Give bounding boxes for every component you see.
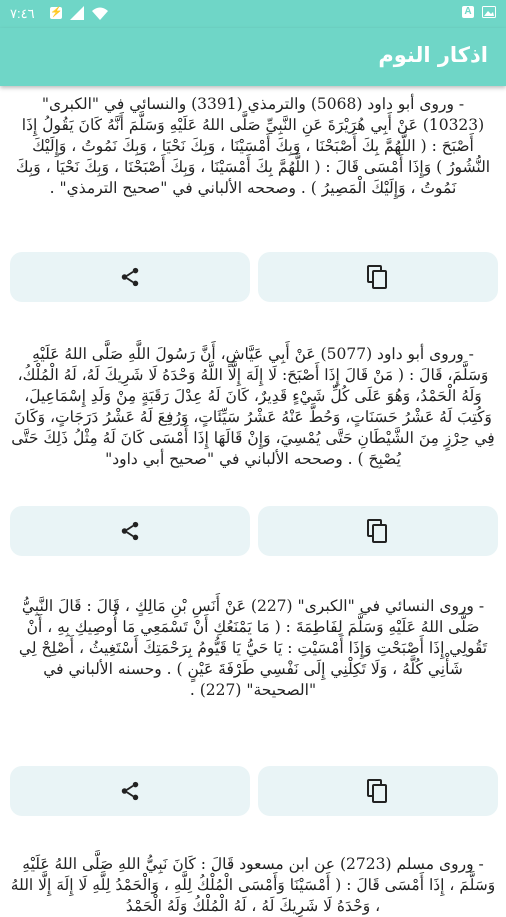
dhikr-text: - وروى أبو داود (5077) عَنْ أَبِي عَيَّاشٍ، أَنَّ رَسُولَ اللَّهِ صَلَّى اللهُ عَلَيْهِ وَسَلَّمَ، قَالَ : ( مَنْ قَالَ إِذَا أَصْبَحَ: لَا إِلَهَ إِلَّا اللَّهُ وَحْدَهُ لَا شَرِيكَ لَهُ، لَهُ الْمُلْكُ، وَلَهُ الْحَمْدُ، وَهُوَ عَلَى كُلِّ شَيْءٍ قَدِيرٌ، كَانَ لَهُ عِدْلَ رَقَبَةٍ مِنْ وَلَدِ إِسْمَاعِيلَ، وَكُتِبَ لَهُ عَشْرُ حَسَنَاتٍ، وَحُطَّ عَنْهُ عَشْرُ سَيِّئَاتٍ، وَرُفِعَ لَهُ عَشْرُ دَرَجَاتٍ، وَكَانَ فِي حِرْزٍ مِنَ الشَّيْطَانِ حَتَّى يُمْسِيَ، وَإِنْ قَالَهَا إِذَا أَمْسَى كَانَ لَهُ مِثْلُ ذَلِكَ حَتَّى يُصْبِحَ ) . وصححه الألباني في "صحيح أبي داود" (11, 345, 495, 468)
copy-icon (367, 519, 389, 543)
dhikr-card (0, 338, 506, 590)
dhikr-text: - وروى النسائي في "الكبرى" (227) عَنْ أَنَسِ بْنِ مَالِكٍ ، قَالَ : قَالَ النَّبِيُّ صَلَّى اللهُ عَلَيْهِ وَسَلَّمَ لِفَاطِمَةَ : ( مَا يَمْنَعُكِ أَنْ تَسْمَعِي مَا أُوصِيكِ بِهِ ، أَنْ تَقُولِي إِذَا أَصْبَحْتِ وَإِذَا أَمْسَيْتِ : يَا حَيُّ يَا قَيُّومُ بِرَحْمَتِكَ أَسْتَغِيثُ ، أَصْلِحْ لِي شَأْنِي كُلَّهُ ، وَلَا تَكِلْنِي إِلَى نَفْسِي طَرْفَةَ عَيْنٍ ) . وحسنه الألباني في "الصحيحة" (227) . (18, 597, 488, 699)
share-button[interactable] (10, 506, 250, 556)
dhikr-card (0, 590, 506, 842)
dhikr-card (0, 842, 506, 917)
share-button[interactable] (10, 766, 250, 816)
wifi-icon (92, 7, 108, 20)
copy-button[interactable] (258, 252, 498, 302)
copy-button[interactable] (258, 506, 498, 556)
share-icon (119, 780, 141, 802)
status-bar (0, 0, 506, 28)
copy-button[interactable] (258, 766, 498, 816)
signal-icon (70, 6, 84, 20)
copy-icon (367, 779, 389, 803)
share-button[interactable] (10, 252, 250, 302)
share-icon (119, 266, 141, 288)
status-time: ٧:٤٦ (10, 6, 35, 21)
dhikr-text: - وروى مسلم (2723) عن ابن مسعود قَالَ : كَانَ نَبِيُّ اللهِ صَلَّى اللهُ عَلَيْهِ وَسَلَّمَ ، إِذَا أَمْسَى قَالَ : ( أَمْسَيْنَا وَأَمْسَى الْمُلْكُ لِلَّهِ ، وَالْحَمْدُ لِلَّهِ لَا إِلَهَ إِلَّا اللهُ ، وَحْدَهُ لَا شَرِيكَ لَهُ ، لَهُ الْمُلْكُ وَلَهُ الْحَمْدُ (10, 855, 496, 915)
share-icon (119, 520, 141, 542)
app-bar (0, 28, 506, 86)
dhikr-text: - وروى أبو داود (5068) والترمذي (3391) والنسائي في "الكبرى" (10323) عَنْ أَبِي هُرَيْرَةَ عَنِ النَّبِيِّ صَلَّى اللهُ عَلَيْهِ وَسَلَّمَ أَنَّهُ كَانَ يَقُولُ إِذَا أَصْبَحَ : ( اللَّهُمَّ بِكَ أَصْبَحْنَا ، وَبِكَ أَمْسَيْنَا ، وَبِكَ نَحْيَا ، وَبِكَ نَمُوتُ ، وَإِلَيْكَ النُّشُورُ ) وَإِذَا أَمْسَى قَالَ : ( اللَّهُمَّ بِكَ أَمْسَيْنَا ، وَبِكَ أَصْبَحْنَا ، وَبِكَ نَحْيَا ، وَبِكَ نَمُوتُ ، وَإِلَيْكَ الْمَصِيرُ ) . وصححه الألباني في "صحيح الترمذي" . (15, 95, 491, 197)
image-notification-icon (482, 6, 496, 18)
copy-icon (367, 265, 389, 289)
dhikr-list[interactable] (0, 86, 506, 915)
page-title: اذكار النوم (378, 43, 488, 67)
dhikr-card (0, 86, 506, 338)
battery-saver-icon: ⚡ (50, 7, 63, 18)
notification-a-icon: A (462, 6, 474, 18)
